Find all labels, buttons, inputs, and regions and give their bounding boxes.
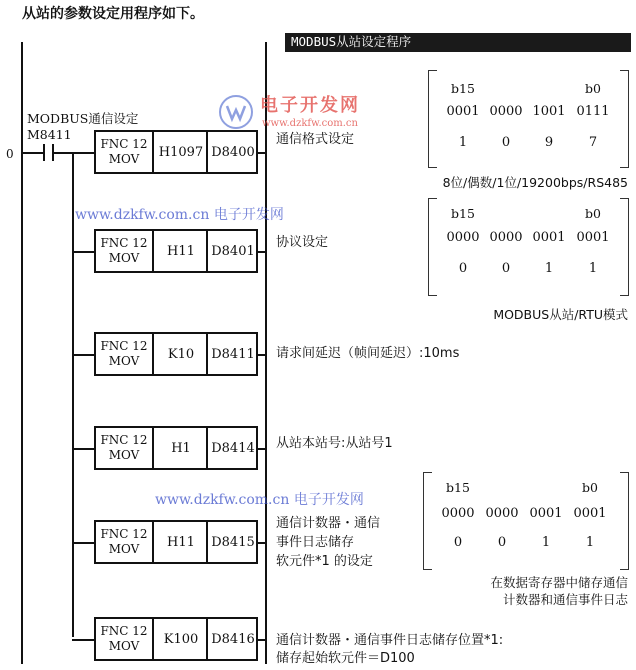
rung-wire-right <box>257 542 267 544</box>
watermark-line-2: www.dzkfw.com.cn 电子开发网 <box>155 492 364 508</box>
rung-wire <box>72 152 95 154</box>
instruction-description: 协议设定 <box>276 235 329 250</box>
bit-table-bracket-right <box>620 70 629 168</box>
source-operand-text: K100 <box>163 631 199 647</box>
fnc-cell <box>96 619 152 659</box>
bit-label-b0: b0 <box>585 206 601 221</box>
source-operand <box>152 428 208 468</box>
instruction-box <box>94 520 258 564</box>
bit-table-caption: 在数据寄存器中储存通信 <box>490 575 628 590</box>
destination-operand-text: D8411 <box>211 346 255 362</box>
fnc-cell <box>96 522 152 562</box>
section-banner <box>285 33 631 52</box>
instruction-description: 从站本站号:从站号1 <box>276 436 393 451</box>
rung-wire-right <box>257 448 267 450</box>
branch-vertical-line <box>72 152 74 637</box>
hex-digit-value: 0 <box>453 535 463 550</box>
bit-group-value: 0000 <box>489 230 523 245</box>
instruction-box <box>94 332 258 376</box>
source-operand-text: K10 <box>167 346 195 362</box>
bit-label-b15: b15 <box>446 480 470 495</box>
fnc-number: FNC 12 <box>100 527 148 541</box>
fnc-cell <box>96 231 152 271</box>
destination-operand <box>206 522 258 562</box>
hex-digit-value: 1 <box>585 535 595 550</box>
bit-label-b0: b0 <box>585 81 601 96</box>
bit-label-b15: b15 <box>451 206 475 221</box>
fnc-mnemonic: MOV <box>108 251 140 265</box>
contact-wire-left <box>21 152 43 154</box>
bit-table-caption: MODBUS从站/RTU模式 <box>493 307 628 322</box>
instruction-description: 软元件*1 的设定 <box>276 554 373 569</box>
bit-group-value: 0001 <box>573 506 607 521</box>
bit-table-bracket-left <box>428 70 437 168</box>
destination-operand-text: D8416 <box>211 631 255 647</box>
bit-table-bracket-left <box>428 198 437 296</box>
bit-group-value: 1001 <box>532 104 566 119</box>
bit-group-value: 0001 <box>576 230 610 245</box>
destination-operand <box>206 334 258 374</box>
hex-digit-value: 7 <box>588 135 598 150</box>
hex-digit-value: 1 <box>458 135 468 150</box>
instruction-box <box>94 130 258 174</box>
instruction-box <box>94 229 258 273</box>
rung-wire <box>72 251 95 253</box>
bit-table-bracket-right <box>620 472 629 570</box>
hex-digit-value: 0 <box>501 135 511 150</box>
destination-operand-text: D8401 <box>211 243 255 259</box>
instruction-box <box>94 617 258 661</box>
instruction-description: 储存起始软元件＝D100 <box>276 651 415 666</box>
bit-table-bracket-right <box>620 198 629 296</box>
hex-digit-value: 1 <box>541 535 551 550</box>
left-power-rail <box>21 42 23 664</box>
fnc-mnemonic: MOV <box>108 448 140 462</box>
logo-text: 电子开发网 <box>260 95 360 116</box>
destination-operand-text: D8415 <box>211 534 255 550</box>
fnc-cell <box>96 428 152 468</box>
hex-digit-value: 0 <box>497 535 507 550</box>
source-operand <box>152 522 208 562</box>
bit-group-value: 0001 <box>446 104 480 119</box>
bit-table-caption: 8位/偶数/1位/19200bps/RS485 <box>442 175 628 190</box>
rung-wire-right <box>257 251 267 253</box>
contact-comment: MODBUS通信设定 <box>27 111 139 126</box>
section-banner-label: MODBUS从站设定程序 <box>291 34 412 49</box>
source-operand <box>152 231 208 271</box>
instruction-description: 通信计数器・通信 <box>276 516 381 531</box>
rung-wire <box>72 448 95 450</box>
rung-wire <box>72 354 95 356</box>
hex-digit-value: 1 <box>588 261 598 276</box>
hex-digit-value: 1 <box>544 261 554 276</box>
destination-operand-text: D8400 <box>211 144 255 160</box>
page-heading: 从站的参数设定用程序如下。 <box>22 6 204 22</box>
fnc-number: FNC 12 <box>100 624 148 638</box>
fnc-mnemonic: MOV <box>108 542 140 556</box>
contact-left-plate <box>43 144 45 161</box>
source-operand <box>152 334 208 374</box>
rung-wire-right <box>257 639 267 641</box>
hex-digit-value: 0 <box>501 261 511 276</box>
bit-group-value: 0000 <box>489 104 523 119</box>
bit-table-caption: 计数器和通信事件日志 <box>502 592 628 607</box>
destination-operand <box>206 619 258 659</box>
bit-group-value: 0000 <box>485 506 519 521</box>
bit-group-value: 0000 <box>441 506 475 521</box>
rung-wire <box>72 542 95 544</box>
instruction-description: 请求间延迟（帧间延迟）:10ms <box>276 346 460 361</box>
bit-label-b15: b15 <box>451 81 475 96</box>
fnc-number: FNC 12 <box>100 433 148 447</box>
hex-digit-value: 0 <box>458 261 468 276</box>
destination-operand <box>206 428 258 468</box>
source-operand-text: H11 <box>167 243 195 259</box>
source-operand-text: H1097 <box>158 144 204 160</box>
fnc-mnemonic: MOV <box>108 152 140 166</box>
instruction-description: 通信格式设定 <box>276 132 355 147</box>
bit-table-bracket-left <box>423 472 432 570</box>
watermark-line-1: www.dzkfw.com.cn 电子开发网 <box>75 207 284 223</box>
step-number: 0 <box>6 147 14 161</box>
destination-operand-text: D8414 <box>211 440 255 456</box>
instruction-description: 通信计数器・通信事件日志储存位置*1: <box>276 633 504 648</box>
source-operand-text: H1 <box>171 440 191 456</box>
rung-wire <box>72 639 95 641</box>
fnc-mnemonic: MOV <box>108 639 140 653</box>
bit-group-value: 0000 <box>446 230 480 245</box>
logo-icon <box>218 94 254 130</box>
destination-operand <box>206 132 258 172</box>
source-operand-text: H11 <box>167 534 195 550</box>
fnc-mnemonic: MOV <box>108 354 140 368</box>
source-operand <box>152 132 208 172</box>
bit-group-value: 0001 <box>529 506 563 521</box>
bit-label-b0: b0 <box>582 480 598 495</box>
rung-wire-right <box>257 354 267 356</box>
contact-device: M8411 <box>27 127 72 142</box>
hex-digit-value: 9 <box>544 135 554 150</box>
bit-group-value: 0001 <box>532 230 566 245</box>
instruction-description: 事件日志储存 <box>276 535 355 550</box>
bit-group-value: 0111 <box>576 104 610 119</box>
fnc-cell <box>96 334 152 374</box>
instruction-box <box>94 426 258 470</box>
logo-url: www.dzkfw.com.cn <box>262 118 358 129</box>
rung-wire-right <box>257 152 267 154</box>
fnc-number: FNC 12 <box>100 137 148 151</box>
fnc-number: FNC 12 <box>100 236 148 250</box>
source-operand <box>152 619 208 659</box>
right-power-rail <box>265 42 267 664</box>
fnc-cell <box>96 132 152 172</box>
fnc-number: FNC 12 <box>100 339 148 353</box>
destination-operand <box>206 231 258 271</box>
